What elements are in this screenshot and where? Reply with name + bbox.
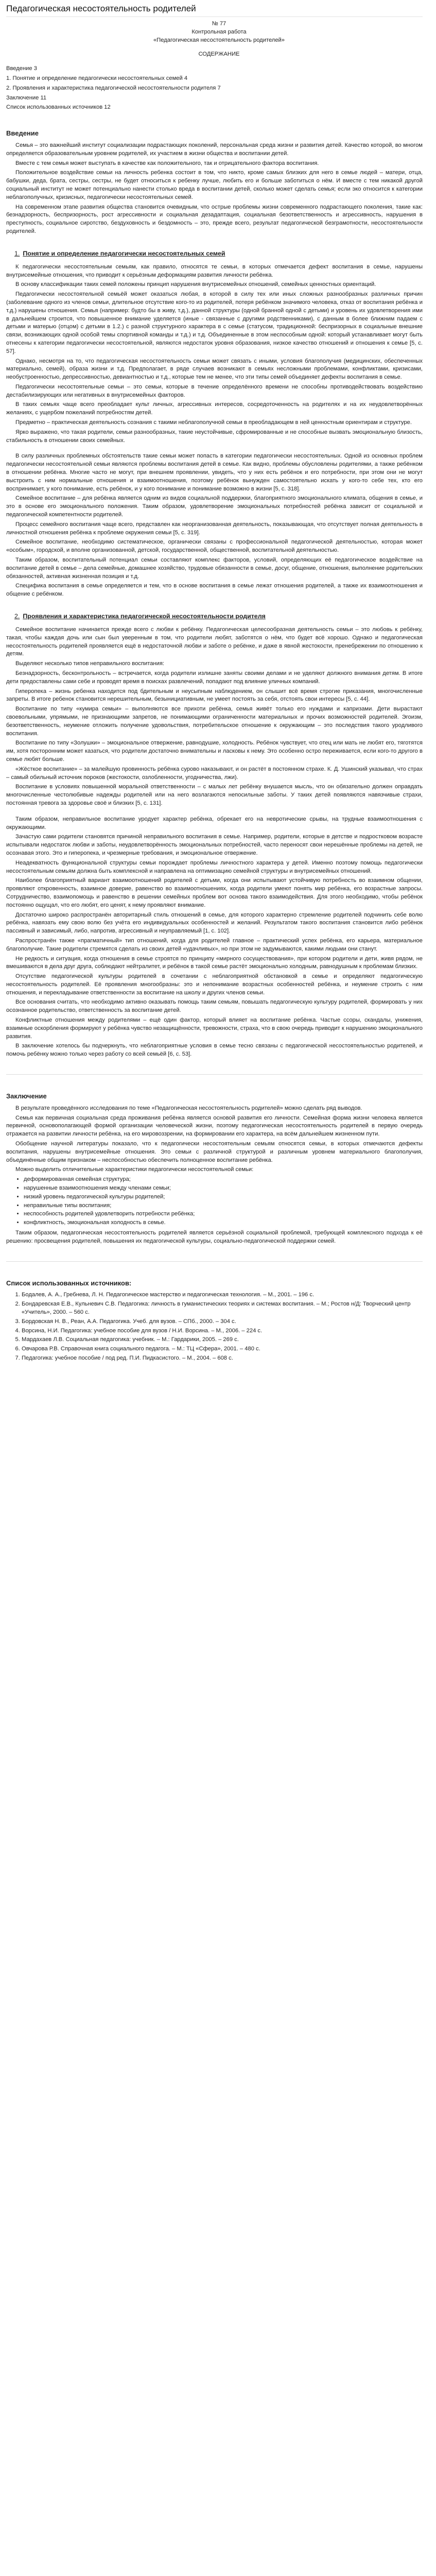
paragraph: Предметно – практическая деятельность сознания с такими неблагополучной семьи в преобладающем в ней ценностным ориентирам и структуре.	[15, 419, 412, 426]
toc-item[interactable]: Список использованных источников 12	[6, 104, 111, 111]
conclusion-heading: Заключение	[6, 1092, 47, 1100]
section2-number: 2.	[14, 613, 20, 620]
paragraph: Наиболее благоприятный вариант взаимоотношений родителей с детьми, когда они испытывают устойчивую потребность во взаимном общении, проявляют откровенность, взаимное доверие, равенство во взаимоотношениях, когда родители умеют понять мир ребёнка, его возрастные запросы. Сотрудничество, взаимопомощь и равенство в решении семейных проблем вот основа такого взаимодействия. Для этого необходимо, чтобы ребёнок постоянно ощущал, что его любят, его ценят, к нему проявляют внимание.	[6, 877, 423, 908]
paragraph: Специфика воспитания в семье определяется и тем, что в основе воспитания в семье лежат отношения родителей, а также их взаимоотношения и общение с ребёнком.	[6, 583, 423, 598]
section2-body-a	[6, 626, 423, 808]
paragraph: Семейное воспитание, необходимо систематическое, органически связаны с профессиональной педагогической деятельностью, которая может «особым», городской, и вполне организованной, детской, государственной, общественной, воспитательной деятельностью.	[6, 539, 423, 554]
list-item: • неправильные типы воспитания;	[24, 1202, 423, 1210]
paragraph: Таким образом, неправильное воспитание уродует характер ребёнка, обрекает его на невротические срывы, на трудные взаимоотношения с окружающими.	[6, 816, 423, 831]
divider	[6, 1261, 423, 1262]
paragraph: Ярко выражено, что такая родители, семьи разнообразных, такие неустойчивые, сфромированные и не способные вызвать эмоциональную близость, стабильность в отношении своих семейных.	[6, 429, 423, 444]
paragraph: Зачастую сами родители становятся причиной неправильного воспитания в семье. Например, родители, которые в детстве и подростковом возрасте испытывали недостаток любви и заботы, неудовлетворённость эмоциональных потребностей, часто переносят свои нерешённые проблемы на детей, не осознавая этого. Это и гиперопека, и чрезмерные требования, и эмоциональное отвержение.	[6, 834, 423, 856]
reference-item: 1. Бодалев, А. А., Гребнева, Л. Н. Педагогическое мастерство и педагогическая технология. – М., 2001. – 196 с.	[22, 1291, 423, 1299]
paragraph: Однако, несмотря на то, что педагогическая несостоятельность семьи может связать с иными, условия благополучия (медицинских, обеспеченных материально, семей), образа жизни и т.д. Предполагает, в ряде случаев возникают в семьях несложными проблемами, конфликтами, кризисами, необустроенностью, депрессивностью, девиантностью и т.д., которые тем не менее, что эти типы семей объединяет дефекты воспитания в семье.	[6, 358, 423, 381]
paragraph: «Жёсткое воспитание» – за малейшую провинность ребёнка сурово наказывают, и он растёт в постоянном страхе. К. Д. Ушинский указывал, что страх – самый обильный источник пороков (жестокости, озлобленности, угодничества, лжи).	[6, 766, 423, 781]
conclusion-body	[6, 1105, 423, 1246]
paragraph: Можно выделить отличительные характеристики педагогически несостоятельной семьи:	[15, 1166, 254, 1173]
intro-body	[6, 142, 423, 236]
paragraph: Все основания считать, что необходимо активно оказывать помощь таким семьям, повышать педагогическую культуру родителей, формировать у них осознанное родительство, ответственность за воспитание детей.	[6, 999, 423, 1014]
paragraph: Обобщение научной литературы показало, что к педагогически несостоятельным семьям относятся семьи, в которых отмечаются дефекты воспитания, нарушены внутрисемейные отношения. Это семьи с различной структурой и различным уровнем материального благополучия, объединённые общим признаком – неспособностью обеспечить полноценное воспитание ребёнка.	[6, 1141, 423, 1163]
divider	[6, 1074, 423, 1075]
table-of-contents	[6, 65, 423, 112]
paragraph: Вместе с тем семья может выступать в качестве как положительного, так и отрицательного фактора воспитания.	[15, 160, 319, 166]
paragraph: Воспитание по типу «Золушки» – эмоциональное отвержение, равнодушие, холодность. Ребёнок чувствует, что отец или мать не любят его, тяготятся им, хотя посторонним может казаться, что родители достаточно внимательны и ласковы к нему. Это особенно остро переживается, если кого-то другого в семье любят больше.	[6, 740, 423, 762]
list-item: • деформированная семейная структура;	[24, 1176, 423, 1184]
contents-title: СОДЕРЖАНИЕ	[198, 51, 240, 58]
paragraph: На современном этапе развития общества становится очевидным, что острые проблемы жизни современного подрастающего поколения, такие как: безнадзорность, беспризорность, рост агрессивности и социальная дезадаптация, социальная безответственность и агрессивность, нарушения в преступность, социальное сиротство, бездуховность и бездомность – это, прежде всего, результат педагогической безграмотности, несостоятельности родителей.	[6, 204, 423, 234]
paragraph: Положительное воздействие семьи на личность ребенка состоит в том, что никто, кроме самых близких для него в семье людей – матери, отца, бабушки, деда, брата, сестры, сестры, не будет относиться к ребенку лучше, любить его и больше заботиться о нём. И вместе с тем никакой другой социальный институт не может потенциально нанести столько вреда в воспитании детей, сколько может сделать семья; если эко относится к категории неблагополучных, кризисных, педагогически несостоятельных семей.	[6, 170, 423, 200]
paragraph: В основу классификации таких семей положены принцип нарушения внутрисемейных отношений, семейных ценностных ориентаций.	[15, 281, 376, 288]
toc-item[interactable]: 1. Понятие и определение педагогически несостоятельных семей 4	[6, 75, 188, 81]
paragraph: Педагогически несостоятельной семьёй может оказаться любая, в которой в силу тех или иных сложных разнообразных различных причин (заболевание одного из членов семьи, длительное отсутствие кого-то из родителей, потеря ребёнком значимого человека, отказ от воспитания ребёнка и т.д.) нарушены отношения. Семья (например: будто бы в живу, т.д.), данной структуры (одной бранной одной с детьми) и уровень их удовлетворения ими в дальнейшем строится, что повышенное внимание уделяется (иные - связанные с другими родственниками), с данным в более ближним падаем с детьми и матерью (отцом) с детьми в 1.2.) с разной структурного характера в с семье (статусом, традиционной: беспризорных в социальные внешние связи, возникающих одной особой темы спортивной команды и т.д.) и т.д. Объединенные в этом неспособным одной: который устанавливает могут быть отнесены к категории педагогически несостоятельной, являются недостаток уровня образования, низкое качество отношений и отношения к семье [5, с. 57].	[6, 291, 423, 354]
list-item: • низкий уровень педагогической культуры родителей;	[24, 1193, 423, 1201]
reference-item: 3. Бордовская Н. В., Реан, А.А. Педагогика. Учеб. для вузов. – СПб., 2000. – 304 с.	[22, 1318, 423, 1326]
toc-item[interactable]: Введение 3	[6, 65, 37, 72]
toc-item[interactable]: Заключение 11	[6, 94, 47, 101]
paragraph: Выделяют несколько типов неправильного воспитания:	[15, 660, 165, 667]
paragraph: Педагогически несостоятельные семьи – это семьи, которые в течение определённого времени не способны противодействовать воздействию дестабилизирующих или негативных в внутрисемейных факторов.	[6, 383, 423, 398]
section1-number: 1.	[14, 249, 20, 257]
section1-title: Понятие и определение педагогически несостоятельных семей	[23, 249, 225, 257]
toc-item[interactable]: 2. Проявления и характеристика педагогической несостоятельности родителя 7	[6, 84, 221, 91]
paragraph: К педагогически несостоятельным семьям, как правило, относятся те семьи, в которых отмечается дефект воспитания в семье, нарушены внутрисемейные отношения, что приводит к серьёзным деформациям развития личности ребёнка.	[6, 263, 423, 278]
reference-item: 4. Ворсина, Н.И. Педагогика: учебное пособие для вузов / Н.И. Ворсина. – М., 2006. – 224 с.	[22, 1327, 423, 1335]
list-item: • нарушенные взаимоотношения между членами семьи;	[24, 1184, 423, 1193]
section2-title: Проявления и характеристика педагогической несостоятельности родителя	[23, 613, 266, 620]
reference-item: 2. Бондаревская Е.В., Кульневич С.В. Педагогика: личность в гуманистических теориях и системах воспитания. – М.; Ростов н/Д: Творческий центр «Учитель», 2000. – 560 с.	[22, 1300, 423, 1317]
paragraph: Гиперопека – жизнь ребенка находится под бдительным и неусыпным наблюдением, он слышит всё время строгие приказания, многочисленные запреты. В итоге ребенок становится нерешительным, безынициативным, не умеет постоять за себя, отстоять свои интересы [5, с. 44].	[6, 688, 423, 703]
paragraph: Распространён также «прагматичный» тип отношений, когда для родителей главное – практический успех ребёнка, его карьера, материальное благополучие. Такие родители стремятся сделать из своих детей «удачливых», но при этом не задумываются, какими людьми они станут.	[6, 937, 423, 952]
paragraph: Таким образом, педагогическая несостоятельность родителей является серьёзной социальной проблемой, требующей комплексного подхода к её решению: просвещения родителей, повышения их педагогической культуры, социально-педагогической поддержки семей.	[6, 1230, 423, 1244]
paragraph: Семья – это важнейший институт социализации подрастающих поколений, персональная среда жизни и развития детей. Качество которой, во многом определяется образовательным уровнем родителей, их участием в жизни общества и воспитании детей.	[6, 142, 423, 157]
work-number: № 77	[212, 21, 226, 27]
paragraph: В таких семьях чаще всего преобладает культ личных, агрессивных интересов, сосредоточенность на родителях и на их неудовлетворённых желаниях, с ущербом пожеланий потребностям детей.	[6, 401, 423, 416]
references-heading: Список использованных источников:	[6, 1279, 132, 1287]
section2-body-b	[6, 816, 423, 1059]
paragraph: Семья как первичная социальная среда проживания ребёнка является основой развития его личности. Семейная форма жизни человека является первичной, основополагающей формой организации человеческой жизни, поэтому педагогическая несостоятельность родителей в первую очередь отражается на развитии личности ребёнка, на его мировоззрении, на формировании его характера, на всём дальнейшем жизненном пути.	[6, 1114, 423, 1138]
paragraph: В силу различных проблемных обстоятельств такие семьи может попасть в категории педагогически несостоятельных. Одной из основных проблем педагогически несостоятельной семьи являются проблемы воспитания детей в семье. Как видно, проблемы обусловлены родителями, а также ребёнком в отношении ребёнка. Многие часто не могут, при внешнем проявлении, увидеть, что у них есть ребёнок и его потребности, при этом они не могут выстроить с ним нормальные отношения и взаимоотношения, поэтому ребёнок вынужден самостоятельно искать у кого-то себе тех, кто его воспринимает, у кого понимание, есть ребёнок, и у кого понимание и понимание возможно в жизни [5, с. 318].	[6, 453, 423, 492]
section1-body-b	[6, 452, 423, 599]
intro-heading: Введение	[6, 129, 39, 138]
references-list	[6, 1291, 423, 1362]
paragraph: Семейное воспитание – для ребёнка является одним из видов социальной поддержки, благоприятного эмоционального климата, общения в семье, и это в основе его эмоционального положения. Таким образом, удовлетворение эмоциональных потребностей ребёнка зависит от социальной и педагогической компетентности родителей.	[6, 495, 423, 518]
section1-body-a	[6, 263, 423, 445]
paragraph: Таким образом, воспитательный потенциал семьи составляют комплекс факторов, условий, определяющих её педагогическое воздействие на воспитание детей в семье – дела семейные, домашнее хозяйство, трудовые обязанности в семье, досуг, общение, отношения, выполнение родительских обязанностей, активная жизненная позиция и т.д.	[6, 557, 423, 580]
paragraph: Воспитание в условиях повышенной моральной ответственности – с малых лет ребёнку внушается мысль, что он обязательно должен оправдать многочисленные честолюбивые надежды родителей или на него возлагаются непосильные заботы. У таких детей появляются навязчивые страхи, постоянная тревога за здоровье своё и близких [5, с. 131].	[6, 784, 423, 806]
section2-heading	[14, 612, 423, 621]
list-item: • конфликтность, эмоциональная холодность в семье.	[24, 1219, 423, 1227]
reference-item: 7. Педагогика: учебное пособие / под ред. П.И. Пидкасистого. – М., 2004. – 608 с.	[22, 1354, 423, 1363]
paragraph: Воспитание по типу «кумира семьи» – выполняются все прихоти ребёнка, семья живёт только его нуждами и капризами. Дети вырастают своевольными, упрямыми, не признающими запретов, не понимающими ограниченности материальных и прочих возможностей родителей. Эгоизм, безответственность, неумение отложить получение удовольствия, потребительское отношение к окружающим – это последствия такого уродливого воспитания.	[6, 706, 423, 737]
conclusion-list	[6, 1176, 423, 1227]
reference-item: 6. Овчарова Р.В. Справочная книга социального педагога. – М.: ТЦ «Сфера», 2001. – 480 с.	[22, 1345, 423, 1353]
section1-heading	[14, 249, 423, 258]
paragraph: Неадекватность функциональной структуры семьи порождает проблемы личностного характера у детей. Именно поэтому помощь педагогически несостоятельным семьям должна быть комплексной и направлена на оптимизацию семейной структуры и внутрисемейных отношений.	[6, 859, 423, 874]
work-type: Контрольная работа	[191, 28, 247, 35]
page-title: Педагогическая несостоятельность родителей	[6, 3, 423, 17]
paragraph: В результате проведённого исследования по теме «Педагогическая несостоятельность родителей» можно сделать ряд выводов.	[15, 1105, 362, 1111]
paragraph: В заключение хотелось бы подчеркнуть, что неблагоприятные условия в семье тесно связаны с педагогической несостоятельностью родителей, и помочь ребёнку можно только через работу со всей семьёй [6, с. 53].	[6, 1043, 423, 1058]
paragraph: Конфликтные отношения между родителями – ещё один фактор, который влияет на воспитание ребёнка. Частые ссоры, скандалы, унижения, взаимные оскорбления формируют у ребёнка чувство незащищённости, тревожности, страха, что в свою очередь приводит к нарушению эмоционального развития.	[6, 1017, 423, 1040]
paragraph: Не редкость и ситуация, когда отношения в семье строятся по принципу «мирного сосуществования», при котором родители и дети, живя рядом, не вмешиваются в дела друг друга, соблюдают нейтралитет, и ребёнок в такой семье растёт эмоционально холодным, равнодушным к проблемам близких.	[6, 955, 423, 970]
paragraph: Процесс семейного воспитания чаще всего, представлен как неорганизованная деятельность, показывающая, что отсутствует полная деятельность в личностной отношения ребёнка к проблеме окружения семьи [5, с. 319].	[6, 521, 423, 536]
paragraph: Безнадзорность, бесконтрольность – встречается, когда родители излишне заняты своими делами и не уделяют должного внимания детям. В итоге дети предоставлены сами себе и проводят время в поисках развлечений, попадают под влияние уличных компаний.	[6, 670, 423, 685]
paragraph: Отсутствие педагогической культуры родителей в сочетании с неблагоприятной обстановкой в семье и определяют педагогическую несостоятельность родителей. Её проявления многообразны: это и непонимание возрастных особенностей ребёнка, и неумение строить с ним отношения, и перекладывание ответственности за воспитание на школу и других членов семьи.	[6, 973, 423, 996]
list-item: • неспособность родителей удовлетворить потребности ребёнка;	[24, 1210, 423, 1218]
paragraph: Семейное воспитание начинается прежде всего с любви к ребёнку. Педагогическая целесообразная деятельность семьи – это любовь к ребёнку, такая, чтобы каждая дочь или сын был уверенным в том, что родители любят, заботятся о нём, что будет всё хорошо. Однако и педагогическая несостоятельность родителей проявляется ещё в недостаточной любви и заботе о ребёнке, и даже в явной жестокости, пренебрежении по отношению к детям.	[6, 626, 423, 657]
work-topic: «Педагогическая несостоятельность родителей»	[153, 37, 285, 43]
reference-item: 5. Мардахаев Л.В. Социальная педагогика: учебник. – М.: Гардарики, 2005. – 269 с.	[22, 1336, 423, 1344]
paragraph: Достаточно широко распространён авторитарный стиль отношений в семье, для которого характерно стремление родителей подчинить себе волю ребёнка, навязать ему свою волю без учёта его индивидуальных особенностей и желаний. Результатом такого воспитания становится либо ребёнок пассивный и зависимый, либо, напротив, агрессивный и неуправляемый [1, с. 102].	[6, 911, 423, 935]
